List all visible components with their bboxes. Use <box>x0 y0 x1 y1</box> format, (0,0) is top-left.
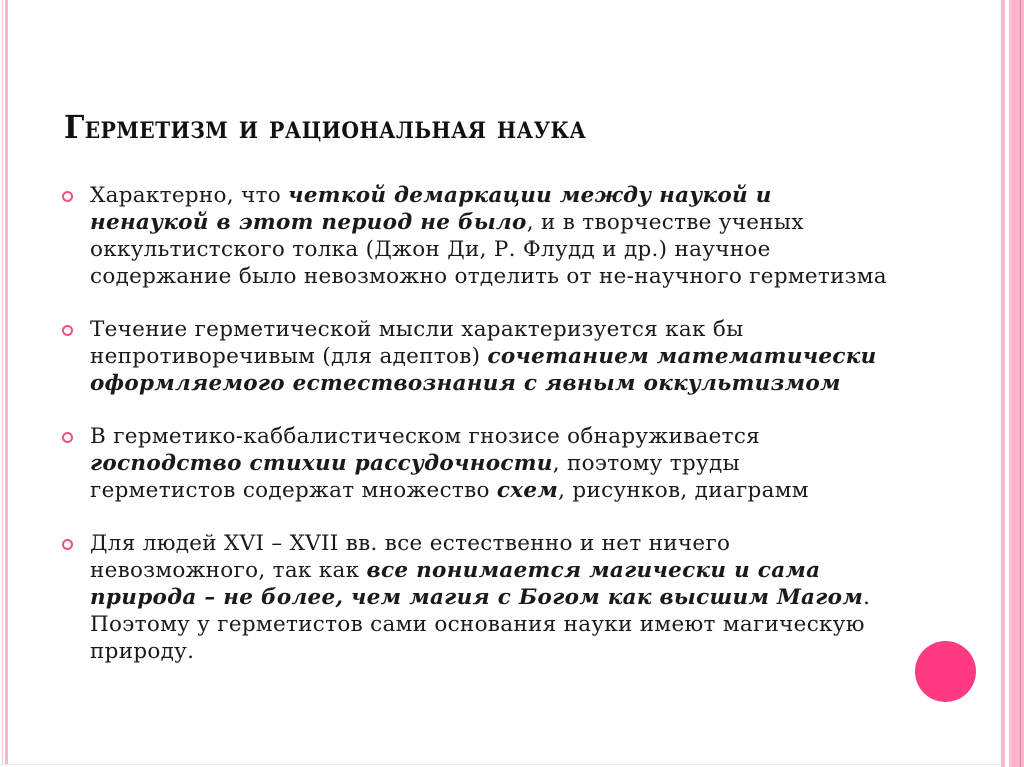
bullet-text: Для людей XVI – XVII вв. все естественно и нет ничего невозможного, так как <box>90 531 731 583</box>
bullet-item <box>62 530 892 665</box>
bullet-item <box>62 316 892 397</box>
bullet-text: Характерно, что <box>90 183 289 208</box>
bullet-text: Течение герметической мысли характеризуется как бы непротиворечивым (для адептов) <box>90 317 744 369</box>
bullet-text: В герметико-каббалистическом гнозисе обнаруживается <box>90 424 761 449</box>
circle-bullet-icon <box>62 325 73 336</box>
bullet-text: , рисунков, диаграмм <box>558 478 809 503</box>
circle-bullet-icon <box>62 539 73 550</box>
bullet-emphasis: все понимается магически и сама природа – не более, чем магия с Богом как высшим Магом <box>90 558 864 610</box>
bottom-border-line <box>0 764 1000 765</box>
bullet-emphasis: схем <box>496 478 559 503</box>
bullet-list <box>62 182 892 691</box>
circle-bullet-icon <box>62 191 73 202</box>
left-border-line <box>2 0 3 765</box>
bullet-item <box>62 423 892 504</box>
bullet-text: , и в творчестве ученых оккультистского толка (Джон Ди, Р. Флудд и др.) научное содержание было невозможно отделить от не-научного герметизма <box>90 210 887 289</box>
slide-title: Герметизм и рациональная наука <box>64 108 587 146</box>
bullet-text: . Поэтому у герметистов сами основания науки имеют магическую природу. <box>90 585 871 664</box>
bullet-text: , поэтому труды герметистов содержат множество <box>90 451 740 503</box>
bullet-emphasis: сочетанием математически оформляемого естествознания с явным оккультизмом <box>90 344 877 396</box>
right-border-thin-stripe <box>1001 0 1005 767</box>
right-border-line <box>1020 0 1021 767</box>
bullet-emphasis: четкой демаркации между наукой и ненаукой в этот период не было <box>90 183 772 235</box>
bullet-item <box>62 182 892 290</box>
decorative-pink-circle <box>915 641 976 702</box>
left-border-stripe <box>5 0 8 765</box>
right-border-band-edge <box>1009 0 1012 767</box>
bullet-emphasis: господство стихии рассудочности <box>90 451 553 476</box>
right-border-band <box>1012 0 1024 767</box>
circle-bullet-icon <box>62 432 73 443</box>
